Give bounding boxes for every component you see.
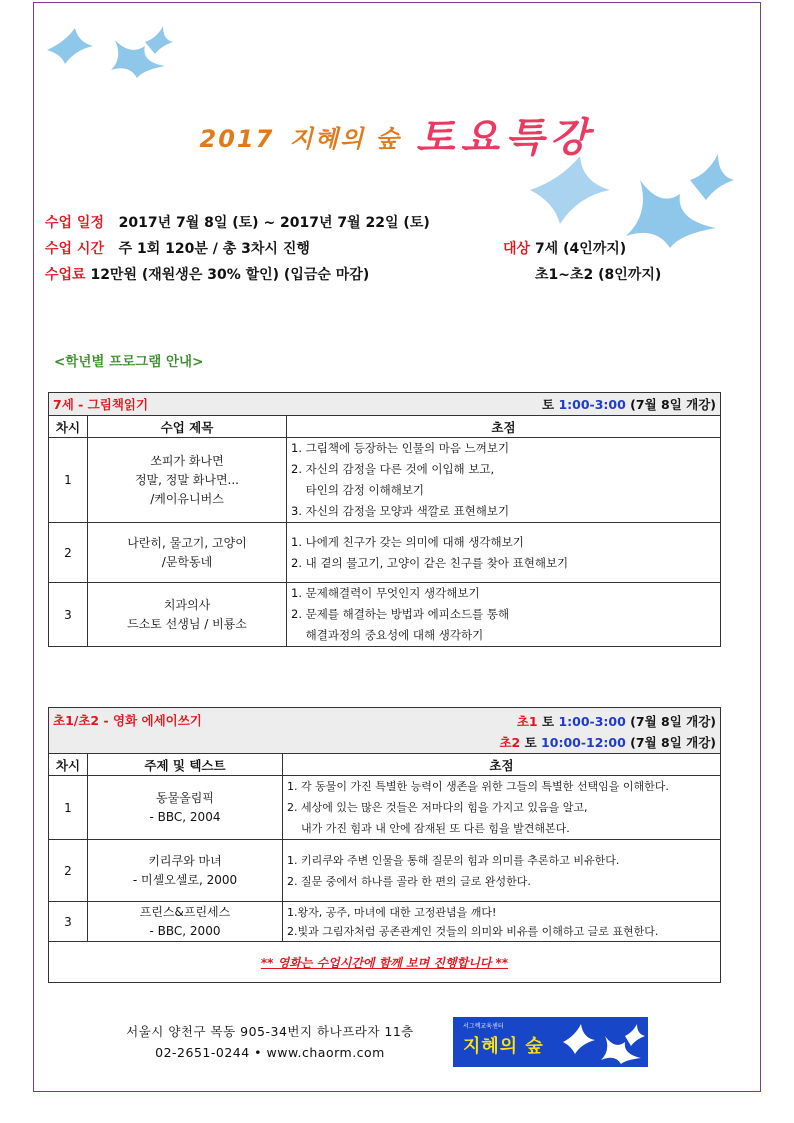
focus-line: 1. 문제해결력이 무엇인지 생각해보기 [291, 586, 480, 600]
logo-name: 지혜의 숲 [463, 1036, 544, 1057]
focus-line: 내가 가진 힘과 내 안에 잠재된 또 다른 힘을 발견해본다. [287, 822, 570, 835]
focus-line: 2. 문제를 해결하는 방법과 에피소드를 통해 [291, 607, 510, 621]
topic-line: 동물올림픽 [156, 790, 214, 805]
table-row [49, 902, 721, 942]
schedule1-open: (7월 8일 개강) [630, 714, 716, 729]
program-table-elementary [48, 707, 721, 983]
table-row [49, 438, 721, 523]
focus-line: 2. 내 곁의 물고기, 고양이 같은 친구를 찾아 표현해보기 [291, 555, 569, 570]
row-num: 2 [49, 523, 88, 583]
title-highlight: 토요특강 [415, 114, 595, 161]
footer-address-block [80, 1021, 460, 1063]
col-focus: 초점 [287, 416, 721, 438]
schedule1-time: 1:00-3:00 [558, 714, 626, 729]
time-value: 주 1회 120분 / 총 3차시 진행 [118, 241, 310, 257]
target-label: 대상 [503, 241, 531, 257]
fee-label: 수업료 [45, 267, 86, 283]
time-line [45, 238, 310, 258]
schedule-line [45, 212, 430, 232]
schedule2-grade: 초2 [499, 735, 521, 750]
topic-line: - BBC, 2004 [149, 809, 221, 824]
schedule-value: 2017년 7월 8일 (토) ~ 2017년 7월 22일 (토) [118, 215, 430, 231]
row-topic [88, 902, 283, 942]
logo-birds-icon [561, 1022, 645, 1064]
focus-line: 2. 세상에 있는 많은 것들은 저마다의 힘을 가지고 있음을 알고, [287, 801, 588, 814]
schedule-label: 수업 일정 [45, 215, 104, 231]
topic-line: 프린스&프린세스 [139, 904, 231, 919]
schedule2-open: (7월 8일 개강) [630, 735, 716, 750]
note-row [49, 942, 721, 983]
focus-line: 1. 키리쿠와 주변 인물을 통해 질문의 힘과 의미를 추론하고 비유한다. [287, 853, 620, 867]
table-title: 초1/초2 - 영화 에세이쓰기 [53, 713, 202, 728]
time-label: 수업 시간 [45, 241, 104, 257]
col-session: 차시 [49, 754, 88, 776]
schedule2-time: 10:00-12:00 [541, 735, 626, 750]
row-focus [287, 583, 721, 647]
schedule-time: 1:00-3:00 [558, 397, 626, 412]
table-header-row [49, 708, 721, 754]
logo-subtitle: 서그렉교육센터 [463, 1023, 504, 1030]
brand-logo [453, 1017, 648, 1067]
row-topic [88, 523, 287, 583]
column-header-row [49, 416, 721, 438]
schedule1-day: 토 [542, 714, 555, 729]
schedule-day: 토 [542, 397, 555, 412]
film-note: ** 영화는 수업시간에 함께 보며 진행합니다 ** [260, 955, 509, 970]
col-topic: 주제 및 텍스트 [88, 754, 283, 776]
focus-line: 1.왕자, 공주, 마녀에 대한 고정관념을 깨다! [287, 905, 497, 919]
title-brand: 지혜의 숲 [289, 125, 401, 153]
program-heading: <학년별 프로그램 안내> [54, 354, 204, 370]
focus-line: 타인의 감정 이해해보기 [291, 483, 425, 497]
row-focus [287, 438, 721, 523]
topic-line: 드소토 선생님 / 비룡소 [127, 616, 247, 631]
focus-line: 2.빛과 그림자처럼 공존관계인 것들의 의미와 비유를 이해하고 글로 표현한다. [287, 924, 659, 938]
table-row [49, 583, 721, 647]
col-session: 차시 [49, 416, 88, 438]
column-header-row [49, 754, 721, 776]
topic-line: 쏘피가 화나면 [150, 453, 224, 468]
table-title: 7세 - 그림책읽기 [53, 397, 149, 412]
focus-line: 1. 각 동물이 가진 특별한 능력이 생존을 위한 그들의 특별한 선택임을 이해한다. [287, 780, 669, 793]
focus-line: 1. 나에게 친구가 갖는 의미에 대해 생각해보기 [291, 534, 524, 549]
table-schedule [542, 395, 716, 413]
focus-line: 2. 자신의 감정을 다른 것에 이입해 보고, [291, 462, 495, 476]
topic-line: - 미셸오셀로, 2000 [132, 872, 238, 887]
topic-line: /문학동네 [161, 554, 213, 569]
table-row [49, 523, 721, 583]
table-row [49, 776, 721, 840]
fee-line [45, 264, 369, 284]
row-num: 1 [49, 438, 88, 523]
focus-line: 1. 그림책에 등장하는 인물의 마음 느껴보기 [291, 441, 510, 455]
row-focus [283, 902, 721, 942]
row-focus [283, 840, 721, 902]
topic-line: /케이유니버스 [150, 491, 224, 506]
table-title-cell [49, 393, 721, 416]
row-num: 1 [49, 776, 88, 840]
note-cell [49, 942, 721, 983]
birds-right-icon [520, 150, 750, 250]
table-row [49, 840, 721, 902]
topic-line: 치과의사 [163, 597, 211, 612]
row-num: 3 [49, 583, 88, 647]
schedule2-day: 토 [524, 735, 537, 750]
footer-address: 서울시 양천구 목동 905-34번지 하나프라자 11층 [126, 1024, 414, 1039]
focus-line: 2. 질문 중에서 하나를 골라 한 편의 글로 완성한다. [287, 874, 531, 888]
topic-line: - BBC, 2000 [149, 923, 221, 938]
target-value-2: 초1~초2 (8인까지) [535, 267, 662, 283]
schedule-open: (7월 8일 개강) [630, 397, 716, 412]
target-line-1 [503, 238, 626, 258]
row-topic [88, 776, 283, 840]
topic-line: 정말, 정말 화나면... [134, 472, 240, 487]
row-num: 3 [49, 902, 88, 942]
title-year: 2017 [199, 125, 275, 153]
row-topic [88, 583, 287, 647]
col-topic: 수업 제목 [88, 416, 287, 438]
table-schedule [499, 711, 716, 753]
topic-line: 키리쿠와 마녀 [148, 853, 222, 868]
row-topic [88, 840, 283, 902]
schedule1-grade: 초1 [516, 714, 538, 729]
row-focus [287, 523, 721, 583]
program-table-kindergarten [48, 392, 721, 647]
target-line-2 [535, 264, 661, 284]
row-num: 2 [49, 840, 88, 902]
birds-top-left-icon [45, 20, 175, 80]
page-title [0, 106, 794, 163]
footer-contact: 02-2651-0244 • www.chaorm.com [155, 1045, 385, 1060]
row-topic [88, 438, 287, 523]
table-title-cell [49, 708, 721, 754]
table-header-row [49, 393, 721, 416]
topic-line: 나란히, 물고기, 고양이 [127, 535, 247, 550]
target-value-1: 7세 (4인까지) [534, 241, 627, 257]
focus-line: 3. 자신의 감정을 모양과 색깔로 표현해보기 [291, 504, 510, 518]
fee-value: 12만원 (재원생은 30% 할인) (입금순 마감) [90, 267, 370, 283]
row-focus [283, 776, 721, 840]
col-focus: 초점 [283, 754, 721, 776]
focus-line: 해결과정의 중요성에 대해 생각하기 [291, 628, 484, 642]
